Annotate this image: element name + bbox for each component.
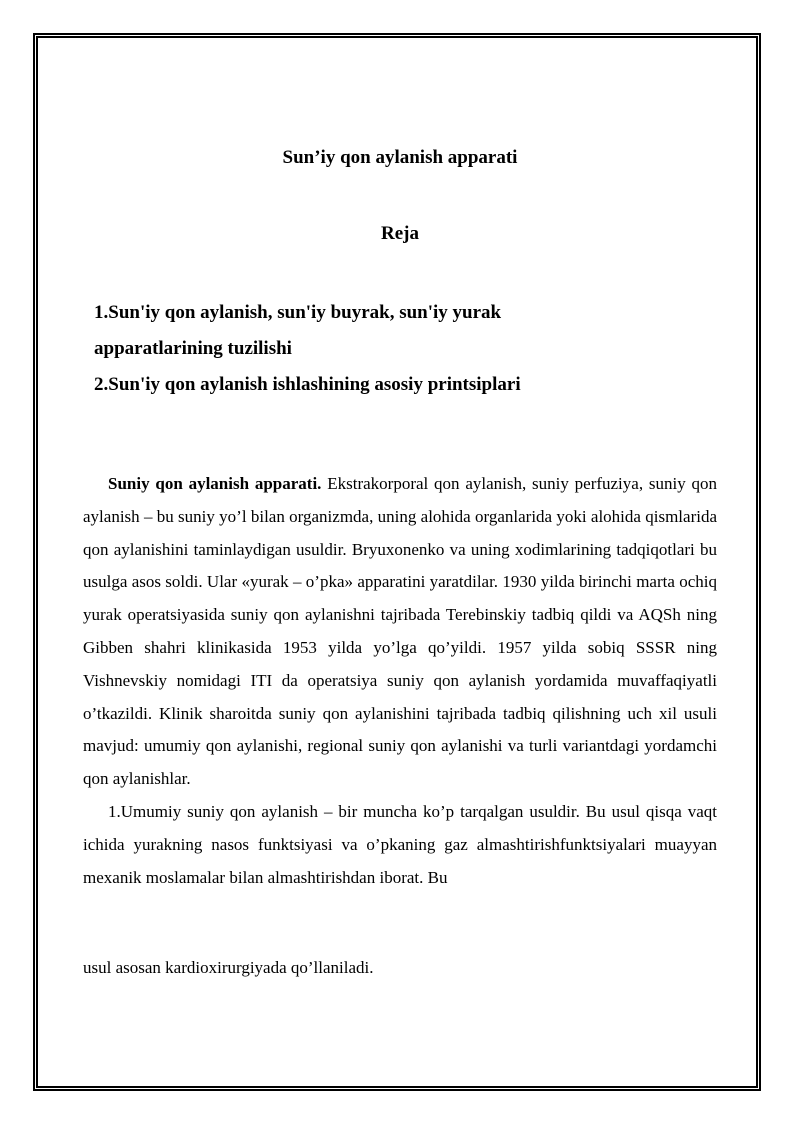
plan-heading-text: Reja [381, 223, 419, 244]
paragraph-lead: Suniy qon aylanish apparati. [108, 474, 322, 493]
body-text [83, 468, 717, 894]
paragraph-intro [83, 468, 717, 796]
plan-item: 2.Sun'iy qon aylanish ishlashining asosiy printsiplari [94, 374, 521, 395]
plan-item: apparatlarining tuzilishi [94, 338, 292, 359]
plan-heading [0, 223, 800, 245]
plan-item: 1.Sun'iy qon aylanish, sun'iy buyrak, sun'iy yurak [94, 302, 502, 323]
plan-list [94, 295, 654, 403]
paragraph-method-1: 1.Umumiy suniy qon aylanish – bir muncha ko’p tarqalgan usuldir. Bu usul qisqa vaqt ichida yurakning nasos funktsiyasi va o’pkaning gaz almashtirishfunktsiyalari muayyan mexanik moslamalar bilan almashtirishdan iborat. Bu [83, 801, 717, 887]
document-title: Sun’iy qon aylanish apparati [282, 147, 518, 168]
paragraph-last-line: usul asosan kardioxirurgiyada qo’llaniladi. [83, 958, 374, 977]
paragraph-intro-text: Ekstrakorporal qon aylanish, suniy perfuziya, suniy qon aylanish – bu suniy yo’l bilan organizmda, uning alohida organlarida yoki alohida qismlarida qon aylanishini taminlaydigan usuldir. Bryuxonenko va uning xodimlarining tadqiqotlari bu usulga asos soldi. Ular «yurak – o’pka» apparatini yaratdilar. 1930 yilda birinchi marta ochiq yurak operatsiyasida suniy qon aylanishni tajribada Terebinskiy tadbiq qildi va AQSh ning Gibben shahri klinikasida 1953 yilda yo’lga qo’yildi. 1957 yilda sobiq SSSR ning Vishnevskiy nomidagi ITI da operatsiya suniy qon aylanish yordamida muvaffaqiyatli o’tkazildi. Klinik sharoitda suniy qon aylanishini tajribada tadbiq qilishning uch xil usuli mavjud: umumiy qon aylanishi, regional suniy qon aylanishi va turli variantdagi yordamchi qon aylanishlar. [83, 474, 717, 789]
